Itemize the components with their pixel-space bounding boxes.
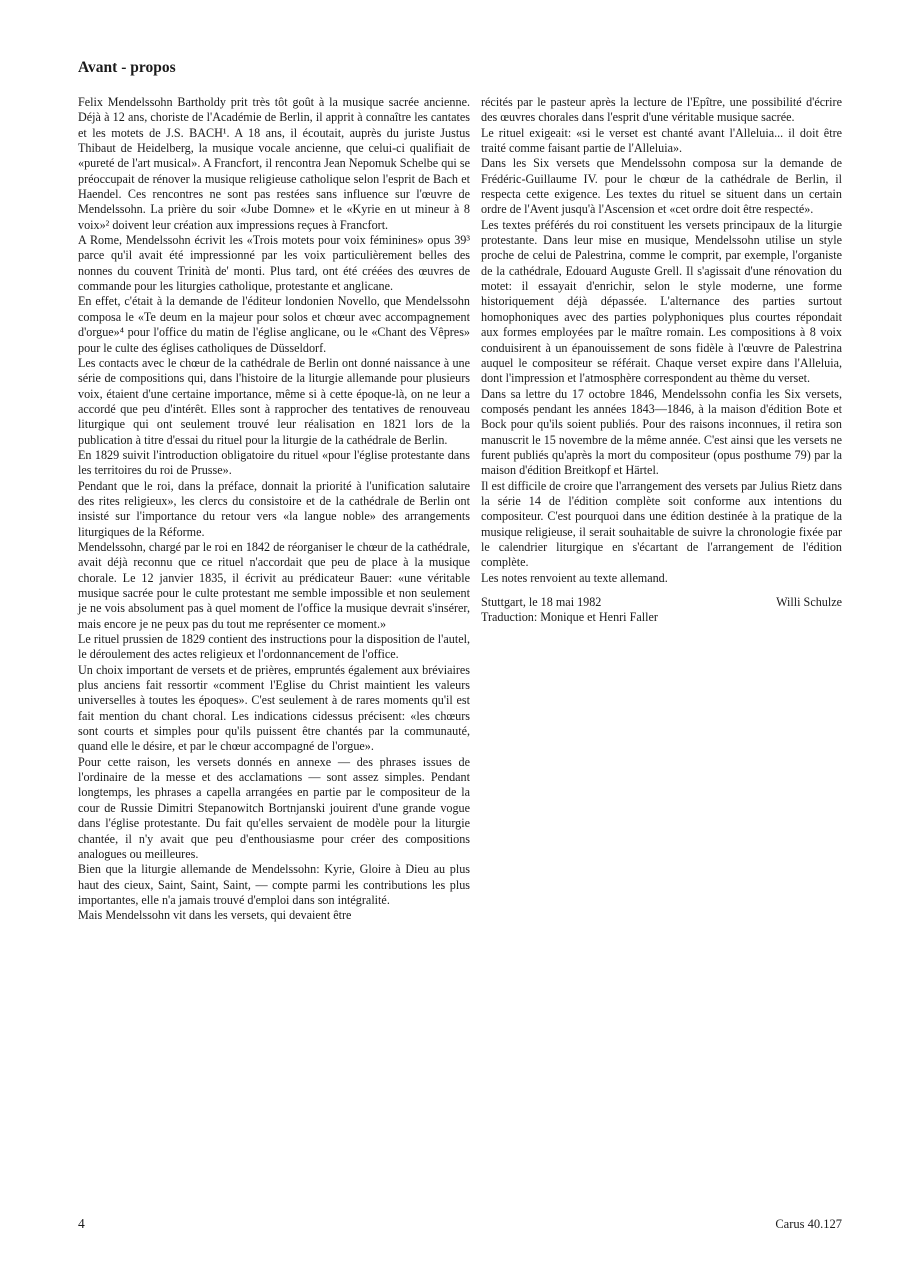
paragraph: Les notes renvoient au texte allemand.: [481, 570, 668, 585]
paragraph: Les contacts avec le chœur de la cathédrale de Berlin ont donné naissance à une série de compositions qui, dans l'histoire de la liturgie allemande pour plusieurs voix, étaient d'une certaine importance, même si à cette époque-là, on ne leur a accordé que peu d'intérêt. Elles sont à rapprocher des tentatives de renouveau liturgique qui ont seulement trouvé leur réalisation en 1821 lors de la publication à titre d'essai du rituel pour la liturgie de la cathédrale de Berlin.: [78, 355, 470, 447]
paragraph: Bien que la liturgie allemande de Mendelssohn: Kyrie, Gloire à Dieu au plus haut des cieux, Saint, Saint, Saint, — compte parmi les contributions les plus importantes, elle n'a jamais trouvé d'emploi dans son intégralité.: [78, 862, 470, 907]
translation-credit: Traduction: Monique et Henri Faller: [481, 610, 658, 625]
paragraph: Dans sa lettre du 17 octobre 1846, Mendelssohn confia les Six versets, composés pendant les années 1843—1846, à la maison d'édition Bote et Bock pour qu'ils soient publiés. Pour des raisons inconnues, il retira son manuscrit le 15 novembre de la même année. C'est ainsi que les versets ne furent publiés qu'après la mort du compositeur (opus posthume 79) par la maison d'édition Breitkopf et Härtel.: [481, 386, 842, 478]
paragraph: Un choix important de versets et de prières, empruntés également aux bréviaires plus anciens fait ressortir «comment l'Eglise du Christ maintient les valeurs universelles à toutes les époques». C'est seulement à de rares moments qu'il est fait mention du chant choral. Les indications cidessus précisent: «les chœurs sont courts et simples pour qu'ils puissent être chantés par la communauté, quand elle le désire, et par le chœur accompagné de l'orgue».: [78, 662, 470, 754]
page-number: 4: [78, 1216, 85, 1231]
paragraph: récités par le pasteur après la lecture de l'Epître, une possibilité d'écrire des œuvres chorales dans l'esprit d'une véritable musique sacrée.: [481, 95, 842, 125]
author-name: Willi Schulze: [776, 595, 842, 609]
place-date: Stuttgart, le 18 mai 1982: [481, 595, 602, 609]
paragraph: En effet, c'était à la demande de l'éditeur londonien Novello, que Mendelssohn composa le «Te deum en la majeur pour solos et chœur avec accompagnement d'orgue»⁴ pour l'office du matin de l'église anglicane, ou le «Chant des Vêpres» pour le culte des églises catholiques de Düsseldorf.: [78, 294, 470, 355]
paragraph: Mendelssohn, chargé par le roi en 1842 de réorganiser le chœur de la cathédrale, avait déjà reconnu que ce rituel n'accordait que peu de place à la musique chorale. Le 12 janvier 1835, il écrivit au prédicateur Bauer: «une véritable musique sacrée pour le culte protestant me semble impossible et non seulement je ne vois absolument pas à quel moment de l'office la musique devrait s'insérer, mais encore je ne peux pas du tout me représenter ce moment.»: [78, 539, 470, 631]
paragraph: Les textes préférés du roi constituent les versets principaux de la liturgie protestante. Dans leur mise en musique, Mendelssohn utilise un style proche de celui de Palestrina, comme le comprit, par exemple, l'organiste de la cathédrale, Edouard Auguste Grell. Il s'agissait d'une rénovation du motet: il essayait d'enrichir, selon le style moderne, une forme historiquement déjà dépassée. L'alternance des parties surtout homophoniques avec des parties polyphoniques plus courtes répondait aux formes employées par le maître romain. Les compositions à 8 voix conduisirent à un épanouissement de sons fidèle à l'œuvre de Palestrina auquel le compositeur se référait. Chaque verset expire dans l'Alleluia, dont l'impression et l'atmosphère correspondent au thème du verset.: [481, 217, 842, 386]
catalog-number: Carus 40.127: [775, 1217, 842, 1231]
signature-line: [481, 595, 842, 610]
paragraph: Le rituel exigeait: «si le verset est chanté avant l'Alleluia... il doit être traité comme faisant partie de l'Alleluia».: [481, 125, 842, 156]
paragraph: Il est difficile de croire que l'arrangement des versets par Julius Rietz dans la série 14 de l'édition complète soit conforme aux intentions du compositeur. C'est pourquoi dans une édition destinée à la pratique de la musique religieuse, il serait souhaitable de suivre la chronologie fixée par le calendrier liturgique en s'écartant de l'arrangement de l'édition complète.: [481, 478, 842, 570]
paragraph: Pendant que le roi, dans la préface, donnait la priorité à l'unification salutaire des rites religieux», les clercs du consistoire et de la cathédrale de Berlin ont insisté sur l'importance du retour vers «la langue noble» des arrangements liturgiques de la Réforme.: [78, 478, 470, 539]
paragraph: Pour cette raison, les versets donnés en annexe — des phrases issues de l'ordinaire de la messe et des acclamations — sont assez simples. Pendant longtemps, les phrases a capella arrangées en partie par le compositeur de la cour de Russie Dimitri Stepanowitch Bortnjanski jouirent d'une grande vogue dans l'église protestante. Du fait qu'elles servaient de modèle pour la liturgie chantée, il n'y avait que peu d'enthousiasme pour créer des compositions analogues ou meilleures.: [78, 754, 470, 861]
left-text-column: [78, 95, 470, 924]
page-title: Avant - propos: [78, 59, 176, 76]
paragraph: En 1829 suivit l'introduction obligatoire du rituel «pour l'église protestante dans les territoires du roi de Prusse».: [78, 447, 470, 478]
right-text-column: [481, 95, 842, 626]
paragraph: Dans les Six versets que Mendelssohn composa sur la demande de Frédéric-Guillaume IV. pour le chœur de la cathédrale de Berlin, il respecta cette exigence. Les textes du rituel se situent dans un certain ordre de l'Avent jusqu'à l'Ascension et «cet ordre doit être respecté».: [481, 156, 842, 217]
paragraph: Le rituel prussien de 1829 contient des instructions pour la disposition de l'autel, le déroulement des actes religieux et l'ordonnancement de l'office.: [78, 632, 470, 662]
paragraph: A Rome, Mendelssohn écrivit les «Trois motets pour voix féminines» opus 39³ parce qu'il avait été impressionné par les voix particulièrement belles des nonnes du couvent Trinità de' monti. Plus tard, ont été créées des œuvres de commande pour les liturgies catholique, protestante et anglicane.: [78, 233, 470, 294]
paragraph: Mais Mendelssohn vit dans les versets, qui devaient être: [78, 908, 352, 923]
paragraph: Felix Mendelssohn Bartholdy prit très tôt goût à la musique sacrée ancienne. Déjà à 12 ans, choriste de l'Académie de Berlin, il apprit à connaître les cantates et les motets de J.S. BACH¹. A 18 ans, il écoutait, auprès du juriste Justus Thibaut de Heidelberg, la musique vocale ancienne, que celui-ci qualifiait de «pureté de l'art musical». A Francfort, il rencontra Jean Nepomuk Schelbe qui se préoccupait de rénover la musique religieuse catholique selon l'esprit de Bach et Haendel. Ces rencontres ne sont pas restées sans influence sur l'œuvre de Mendelssohn. La prière du soir «Jube Domne» et le «Kyrie en ut mineur à 8 voix»² doivent leur création aux impressions reçues à Francfort.: [78, 95, 470, 232]
